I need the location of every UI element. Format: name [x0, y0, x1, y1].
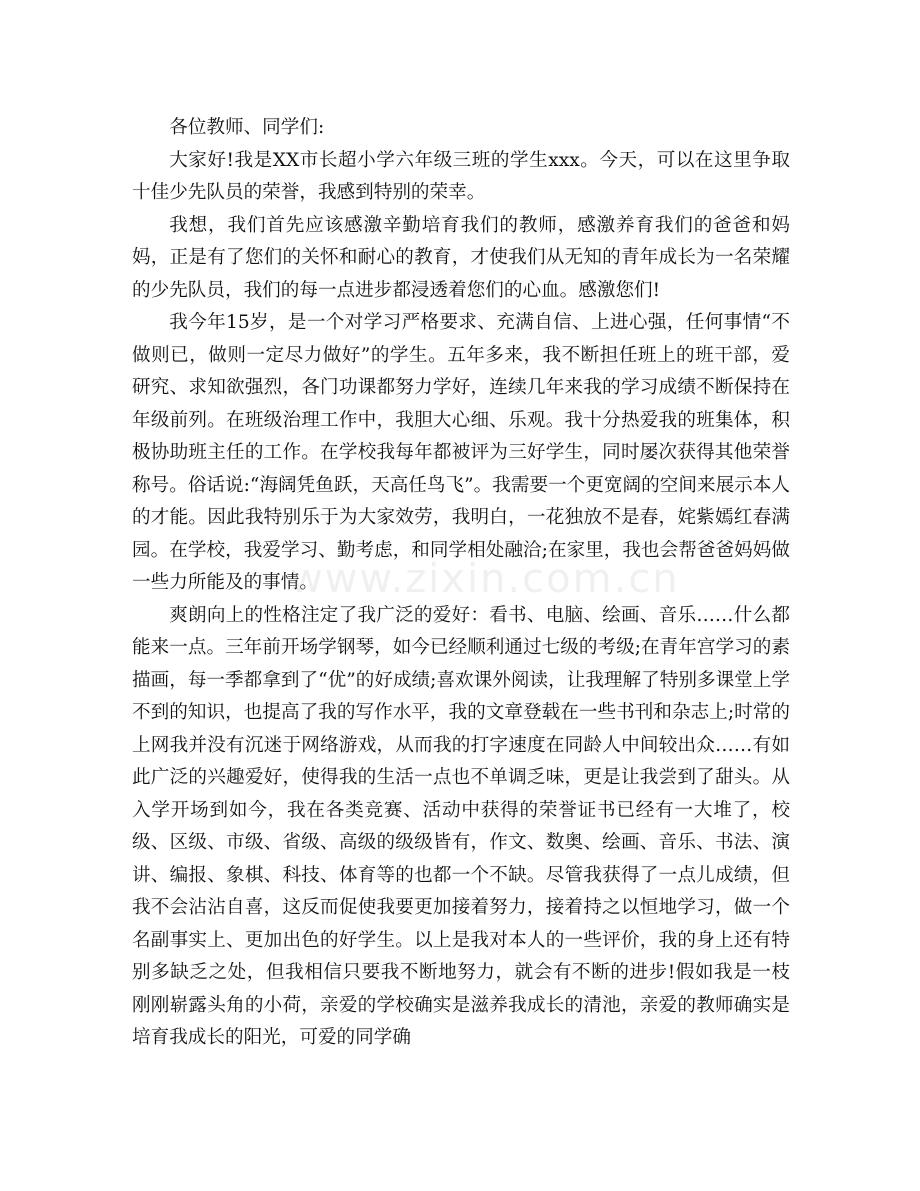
watermark-text: www.zixin.com.cn [290, 556, 680, 602]
paragraph-self-introduction: 我今年15岁，是一个对学习严格要求、充满自信、上进心强，任何事情“不做则已，做则一定尽力做好”的学生。五年多来，我不断担任班上的班干部，爱研究、求知欲强烈，各门功课都努力学好，连续几年来我的学习成绩不断保持在年级前列。在班级治理工作中，我胆大心细、乐观。我十分热爱我的班集体，积极协助班主任的工作。在学校我每年都被评为三好学生，同时屡次获得其他荣誉称号。俗话说:“海阔凭鱼跃，天高任鸟飞”。我需要一个更宽阔的空间来展示本人的才能。因此我特别乐于为大家效劳，我明白，一花独放不是春，姹紫嫣红春满园。在学校，我爱学习、勤考虑，和同学相处融洽;在家里，我也会帮爸爸妈妈做一些力所能及的事情。 [132, 312, 790, 593]
salutation: 各位教师、同学们: [169, 117, 325, 138]
speech-body [132, 112, 790, 1055]
paragraph-greeting: 大家好!我是XX市长超小学六年级三班的学生xxx。今天，可以在这里争取十佳少先队员的荣誉，我感到特别的荣幸。 [132, 149, 790, 203]
paragraph-hobbies: 爽朗向上的性格注定了我广泛的爱好：看书、电脑、绘画、音乐……什么都能来一点。三年前开场学钢琴，如今已经顺利通过七级的考级;在青年宫学习的素描画，每一季都拿到了“优”的好成绩;喜欢课外阅读，让我理解了特别多课堂上学不到的知识，也提高了我的写作水平，我的文章登载在一些书刊和杂志上;时常的上网我并没有沉迷于网络游戏，从而我的打字速度在同龄人中间较出众……有如此广泛的兴趣爱好，使得我的生活一点也不单调乏味，更是让我尝到了甜头。从入学开场到如今，我在各类竞赛、活动中获得的荣誉证书已经有一大堆了，校级、区级、市级、省级、高级的级级皆有，作文、数奥、绘画、音乐、书法、演讲、编报、象棋、科技、体育等的也都一个不缺。尽管我获得了一点儿成绩，但我不会沾沾自喜，这反而促使我要更加接着努力，接着持之以恒地学习，做一个名副事实上、更加出色的好学生。以上是我对本人的一些评价，我的身上还有特别多缺乏之处，但我相信只要我不断地努力，就会有不断的进步!假如我是一枝刚刚崭露头角的小荷，亲爱的学校确实是滋养我成长的清池，亲爱的教师确实是培育我成长的阳光，可爱的同学确 [132, 604, 790, 1048]
paragraph-gratitude: 我想，我们首先应该感激辛勤培育我们的教师，感激养育我们的爸爸和妈妈，正是有了您们的关怀和耐心的教育，才使我们从无知的青年成长为一名荣耀的少先队员，我们的每一点进步都浸透着您们的心血。感激您们! [132, 214, 790, 301]
